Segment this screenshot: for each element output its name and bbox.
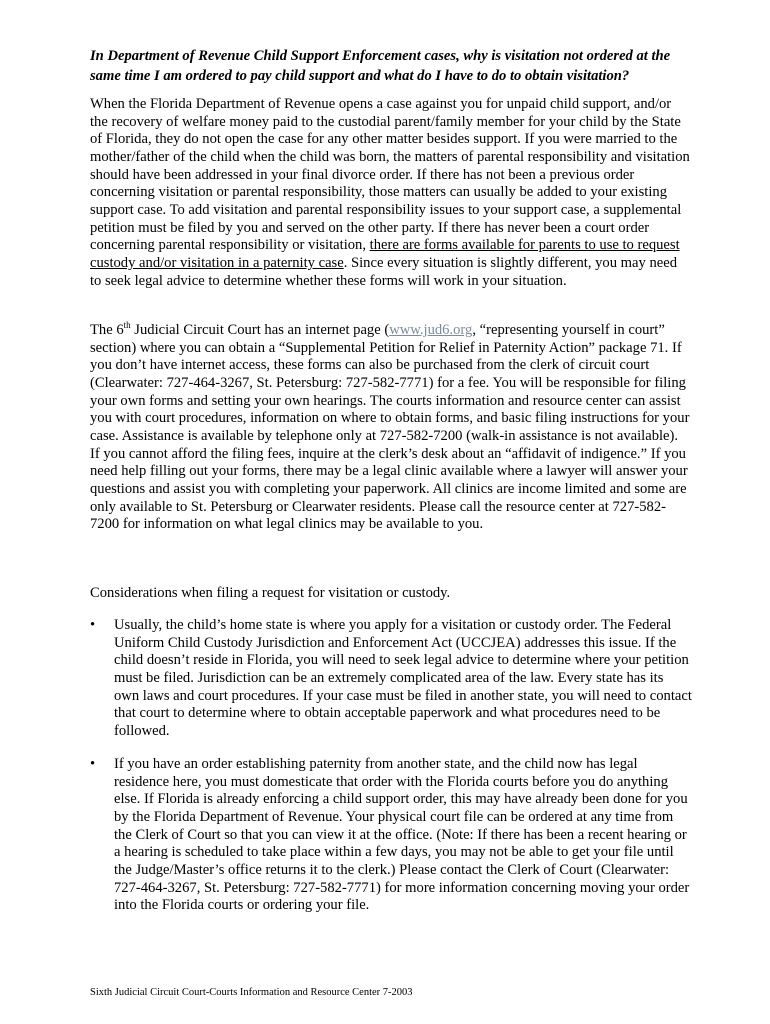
- jud6-website-link[interactable]: www.jud6.org: [389, 322, 473, 338]
- considerations-heading: Considerations when filing a request for visitation or custody.: [90, 585, 451, 601]
- ordinal-superscript: th: [123, 320, 131, 331]
- bullet-icon: •: [90, 756, 96, 772]
- paragraph-1-text-a: When the Florida Department of Revenue opens a case against you for unpaid child support, and/or the recovery of welfare money paid to the custodial parent/family member for your child by the State of Florida, they do not open the case for any other matter besides support. If you were married to the mother/father of the child when the child was born, the matters of parental responsibility and visitation should have been addressed in your final divorce order. If there has not been a previous order concerning visitation or parental responsibility, those matters can usually be added to your existing support case. To add visitation and parental responsibility issues to your support case, a supplemental petition must be filed by you and served on the other party. If there has never been a court order concerning parental responsibility or visitation,: [90, 96, 690, 254]
- paragraph-support-case: [90, 96, 690, 290]
- page-footer: Sixth Judicial Circuit Court-Courts Information and Resource Center 7-2003: [90, 987, 413, 998]
- question-heading: In Department of Revenue Child Support Enforcement cases, why is visitation not ordered at the same time I am ordered to pay child support and what do I have to do to obtain visitation?: [90, 48, 671, 84]
- list-item-text: If you have an order establishing paternity from another state, and the child now has legal residence here, you must domesticate that order with the Florida courts before you do anything else. If Florida is already enforcing a child support order, this may have already been done for you by the Florida Department of Revenue. Your physical court file can be ordered at any time from the Clerk of Court so that you can view it at the office. (Note: If there has been a recent hearing or a hearing is scheduled to take place within a few days, you may not be able to get your file until the Judge/Master’s office returns it to the clerk.) Please contact the Clerk of Court (Clearwater: 727-464-3267, St. Petersburg: 727-582-7771) for more information concerning moving your order into the Florida courts or ordering your file.: [114, 756, 690, 914]
- forms-available-underlined-text: there are forms available for parents to use to request custody and/or visitation in a paternity case: [90, 237, 680, 271]
- list-item-text: Usually, the child’s home state is where you apply for a visitation or custody order. The Federal Uniform Child Custody Jurisdiction and Enforcement Act (UCCJEA) addresses this issue. If the child doesn’t reside in Florida, you will need to seek legal advice to determine where your petition must be filed. Jurisdiction can be an extremely complicated area of the law. Every state has its own laws and court procedures. If your case must be filed in another state, you will need to contact that court to determine where to obtain acceptable paperwork and what procedures need to be followed.: [114, 617, 692, 739]
- paragraph-2-lead: The 6: [90, 322, 124, 338]
- paragraph-2-text-a: Judicial Circuit Court has an internet page (: [130, 322, 390, 338]
- paragraph-2-text-b: , “representing yourself in court” section) where you can obtain a “Supplemental Petition for Relief in Paternity Action” package 71. If you don’t have internet access, these forms can also be purchased from the clerk of circuit court (Clearwater: 727-464-3267, St. Petersburg: 727-582-7771) for a fee. You will be responsible for filing your own forms and setting your own hearings. The courts information and resource center can assist you with court procedures, information on where to obtain forms, and basic filing instructions for your case. Assistance is available by telephone only at 727-582-7200 (walk-in assistance is not available). If you cannot afford the filing fees, inquire at the clerk’s desk about an “affidavit of indigence.” If you need help filling out your forms, there may be a legal clinic available where a lawyer will answer your questions and assist you with completing your paperwork. All clinics are income limited and some are only available to St. Petersburg or Clearwater residents. Please call the resource center at 727-582-7200 for information on what legal clinics may be available to you.: [90, 322, 690, 533]
- bullet-icon: •: [90, 617, 96, 633]
- paragraph-1-text-b: . Since every situation is slightly different, you may need to seek legal advice to determine whether these forms will work in your situation.: [90, 254, 677, 289]
- paragraph-circuit-court: [90, 322, 690, 534]
